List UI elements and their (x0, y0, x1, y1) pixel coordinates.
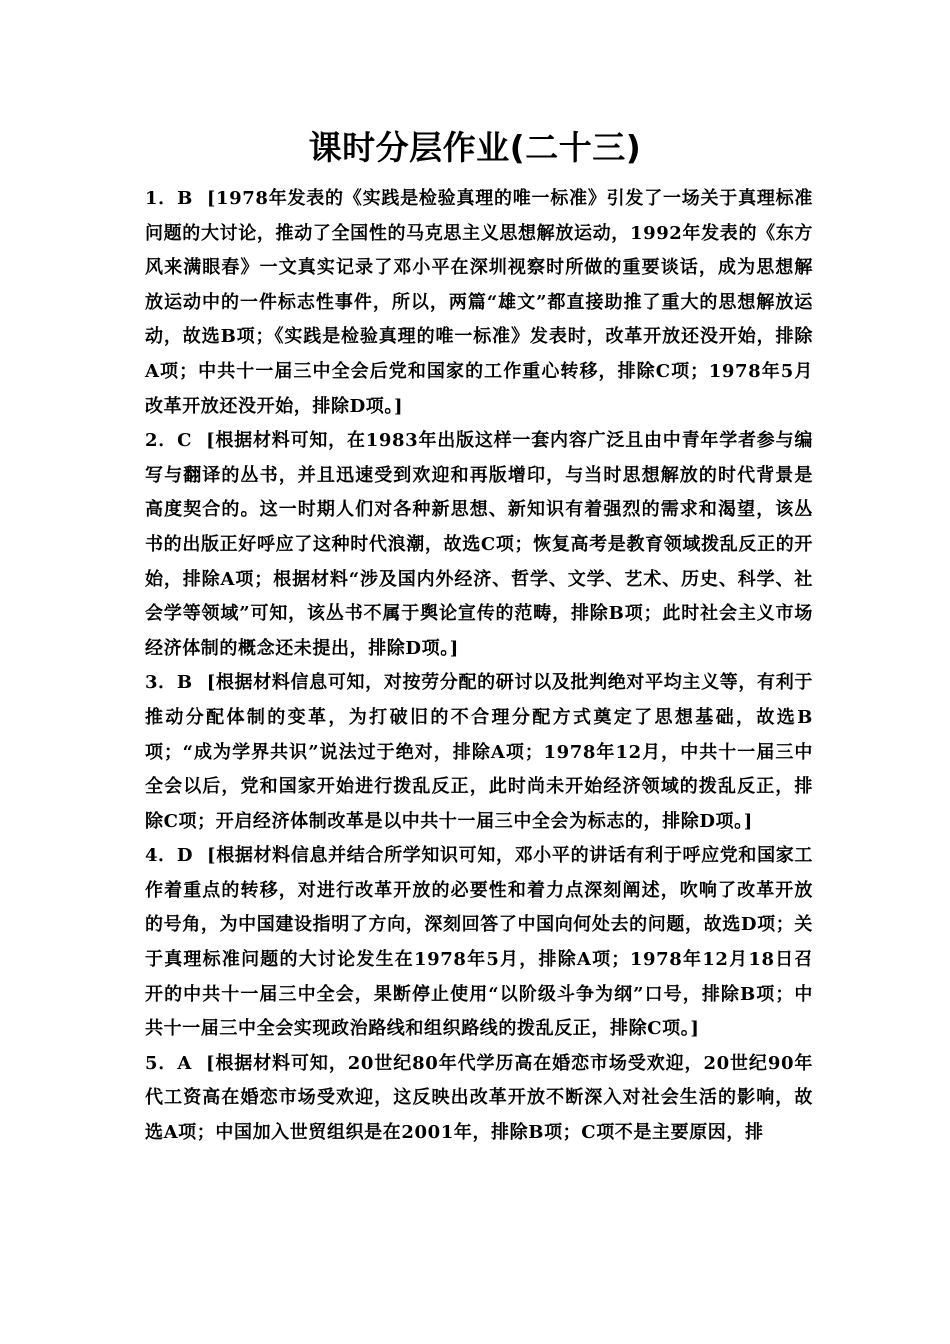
answer-letter: C (177, 430, 193, 452)
answer-explanation: [1978年发表的《实践是检验真理的唯一标准》引发了一场关于真理标准问题的大讨论，推动了全国性的马克思主义思想解放运动，1992年发表的《东方风来满眼春》一文真实记录了邓小平在深圳视察时所做的重要谈话，成为思想解放运动中的一件标志性事件，所以，两篇“雄文”都直接助推了重大的思想解放运动，故选B项；《实践是检验真理的唯一标准》发表时，改革开放还没开始，排除A项；中共十一届三中全会后党和国家的工作重心转移，排除C项；1978年5月改革开放还没开始，排除D项。] (145, 188, 813, 417)
answer-item-5 (145, 1047, 813, 1151)
answer-letter: D (176, 845, 194, 867)
answer-item-3 (145, 666, 813, 839)
answer-explanation: [根据材料可知，20世纪80年代学历高在婚恋市场受欢迎，20世纪90年代工资高在婚恋市场受欢迎，这反映出改革开放不断深入对社会生活的影响，故选A项；中国加入世贸组织是在2001年，排除B项；C项不是主要原因，排 (145, 1052, 813, 1144)
answer-number: 1． (145, 188, 178, 209)
answer-number: 2． (145, 430, 178, 452)
answer-explanation: [根据材料可知，在1983年出版这样一套内容广泛且由中青年学者参与编写与翻译的丛书，并且迅速受到欢迎和再版增印，与当时思想解放的时代背景是高度契合的。这一时期人们对各种新思想、新知识有着强烈的需求和渴望，该丛书的出版正好呼应了这种时代浪潮，故选C项；恢复高考是教育领域拨乱反正的开始，排除A项；根据材料“涉及国内外经济、哲学、文学、艺术、历史、科学、社会学等领域”可知，该丛书不属于舆论宣传的范畴，排除B项；此时社会主义市场经济体制的概念还未提出，排除D项。] (145, 430, 813, 659)
answer-letter: B (177, 188, 193, 209)
answer-item-1 (145, 182, 813, 424)
answer-list (145, 182, 813, 1151)
answer-number: 3． (145, 672, 177, 694)
answer-number: 5． (145, 1052, 178, 1074)
answer-number: 4． (145, 845, 177, 867)
answer-explanation: [根据材料信息可知，对按劳分配的研讨以及批判绝对平均主义等，有利于推动分配体制的变革，为打破旧的不合理分配方式奠定了思想基础，故选B项；“成为学界共识”说法过于绝对，排除A项；1978年12月，中共十一届三中全会以后，党和国家开始进行拨乱反正，此时尚未开始经济领域的拨乱反正，排除C项；开启经济体制改革是以中共十一届三中全会为标志的，排除D项。] (145, 672, 813, 832)
answer-explanation: [根据材料信息并结合所学知识可知，邓小平的讲话有利于呼应党和国家工作着重点的转移，对进行改革开放的必要性和着力点深刻阐述，吹响了改革开放的号角，为中国建设指明了方向，深刻回答了中国向何处去的问题，故选D项；关于真理标准问题的大讨论发生在1978年5月，排除A项；1978年12月18日召开的中共十一届三中全会，果断停止使用“以阶级斗争为纲”口号，排除B项；中共十一届三中全会实现政治路线和组织路线的拨乱反正，排除C项。] (145, 845, 813, 1040)
answer-item-2 (145, 424, 813, 666)
answer-letter: B (176, 672, 193, 694)
answer-item-4 (145, 839, 813, 1047)
answer-letter: A (177, 1052, 192, 1074)
page-title: 课时分层作业(二十三) (308, 128, 642, 167)
